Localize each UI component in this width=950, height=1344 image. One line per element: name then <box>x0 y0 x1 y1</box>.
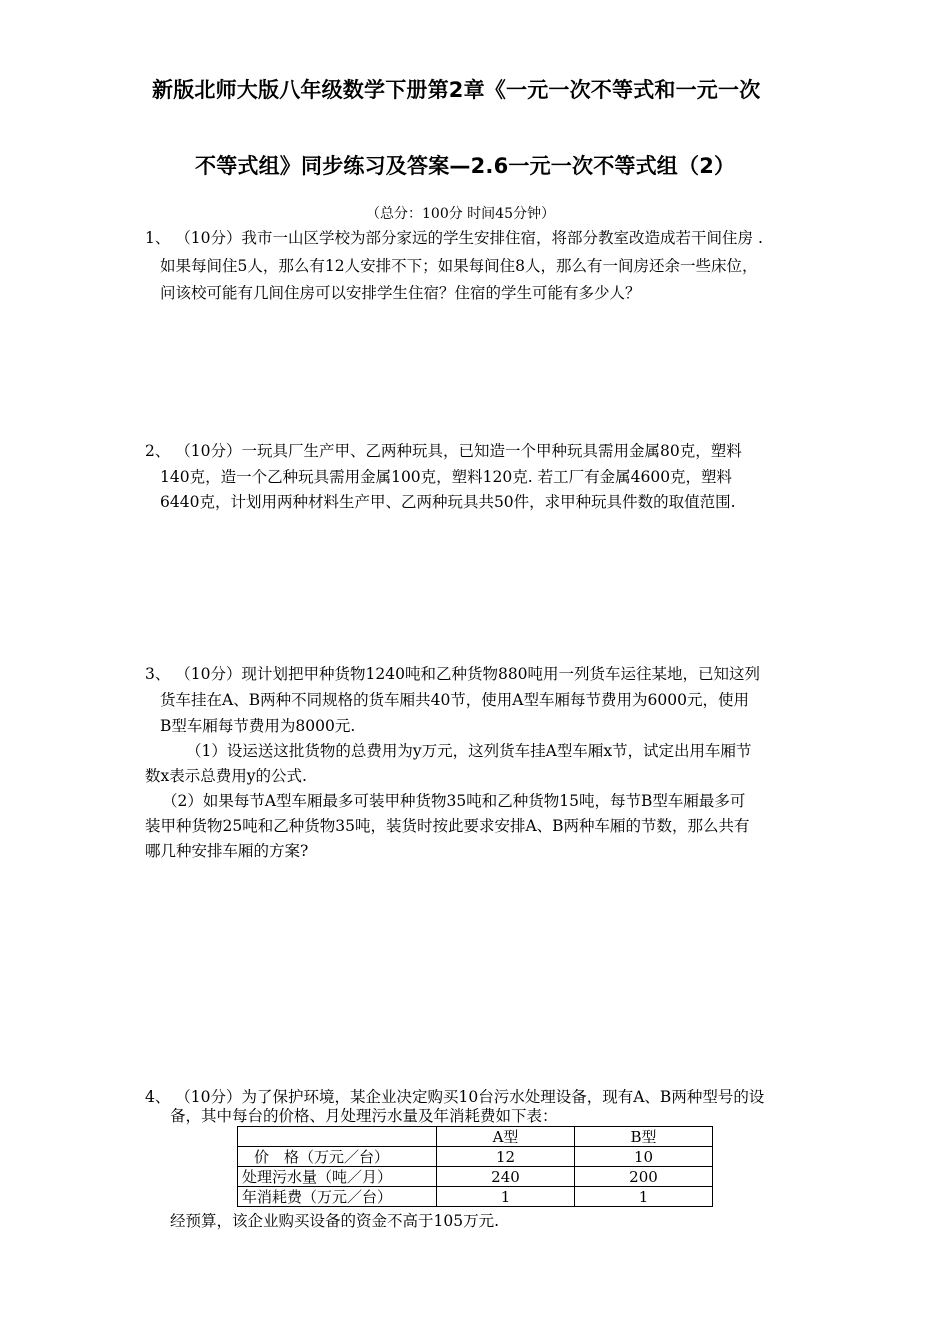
q4-line-1: 4、 （10分）为了保护环境，某企业决定购买10台污水处理设备，现有A、B两种型号的设 <box>145 1088 765 1106</box>
table-cell: 10 <box>575 1147 713 1167</box>
q2-line-2: 140克，造一个乙种玩具需用金属100克，塑料120克. 若工厂有金属4600克，塑料 <box>160 468 733 486</box>
q3-line-4: （1）设运送这批货物的总费用为y万元，这列货车挂A型车厢x节，试定出用车厢节 <box>186 742 752 760</box>
q3-line-5: 数x表示总费用y的公式. <box>145 767 307 785</box>
equipment-table <box>237 1126 713 1207</box>
table-cell: 12 <box>437 1147 575 1167</box>
q2-line-3: 6440克，计划用两种材料生产甲、乙两种玩具共50件，求甲种玩具件数的取值范围. <box>160 493 736 511</box>
table-row <box>238 1147 713 1167</box>
title-line-1: 新版北师大版八年级数学下册第2章《一元一次不等式和一元一次 <box>152 78 761 102</box>
title-line-2: 不等式组》同步练习及答案—2.6一元一次不等式组（2） <box>195 154 736 178</box>
table-cell: 处理污水量（吨／月） <box>238 1167 437 1187</box>
table-header-row <box>238 1127 713 1147</box>
q3-line-3: B型车厢每节费用为8000元. <box>160 717 356 735</box>
q1-line-2: 如果每间住5人，那么有12人安排不下；如果每间住8人，那么有一间房还余一些床位， <box>160 257 758 275</box>
q3-line-7: 装甲种货物25吨和乙种货物35吨，装货时按此要求安排A、B两种车厢的节数，那么共有 <box>145 817 750 835</box>
table-cell: 1 <box>437 1187 575 1207</box>
table-header-cell <box>238 1127 437 1147</box>
table-cell: 200 <box>575 1167 713 1187</box>
q1-line-3: 问该校可能有几间住房可以安排学生住宿？住宿的学生可能有多少人？ <box>160 284 641 302</box>
table-row <box>238 1187 713 1207</box>
q4-line-2: 备，其中每台的价格、月处理污水量及年消耗费如下表： <box>170 1107 558 1125</box>
q1-line-1: 1、 （10分）我市一山区学校为部分家远的学生安排住宿，将部分教室改造成若干间住房 . <box>145 229 763 247</box>
table-header-cell: A型 <box>437 1127 575 1147</box>
q3-line-2: 货车挂在A、B两种不同规格的货车厢共40节，使用A型车厢每节费用为6000元，使用 <box>160 691 749 709</box>
table-cell: 年消耗费（万元／台） <box>238 1187 437 1207</box>
q3-line-8: 哪几种安排车厢的方案? <box>145 842 309 860</box>
q3-line-1: 3、 （10分）现计划把甲种货物1240吨和乙种货物880吨用一列货车运往某地，已知这列 <box>145 665 761 683</box>
subtitle: （总分：100分 时间45分钟） <box>366 206 555 222</box>
table-cell: 价 格（万元／台） <box>238 1147 437 1167</box>
table-header-cell: B型 <box>575 1127 713 1147</box>
q4-after-table: 经预算，该企业购买设备的资金不高于105万元. <box>170 1212 500 1230</box>
q3-line-6: （2）如果每节A型车厢最多可装甲种货物35吨和乙种货物15吨，每节B型车厢最多可 <box>162 792 746 810</box>
table-cell: 240 <box>437 1167 575 1187</box>
table-cell: 1 <box>575 1187 713 1207</box>
q2-line-1: 2、 （10分）一玩具厂生产甲、乙两种玩具，已知造一个甲种玩具需用金属80克，塑料 <box>145 442 742 460</box>
table-row <box>238 1167 713 1187</box>
